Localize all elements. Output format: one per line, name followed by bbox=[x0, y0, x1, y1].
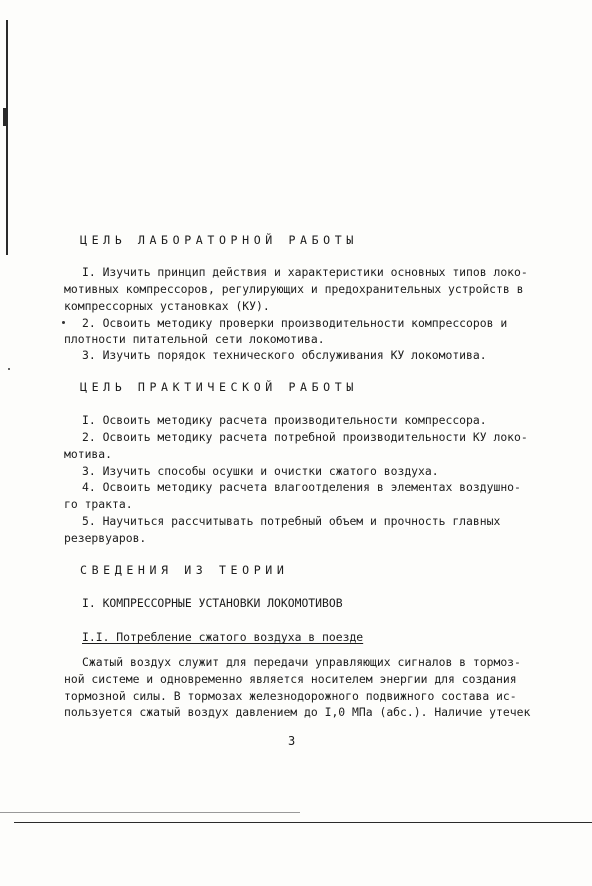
practical-line: I. Освоить методику расчета производительности компрессора. bbox=[82, 413, 487, 427]
practical-line: 4. Освоить методику расчета влагоотделения в элементах воздушно- bbox=[82, 480, 521, 494]
theory-heading: СВЕДЕНИЯ ИЗ ТЕОРИИ bbox=[80, 563, 289, 577]
body-line: ной системе и одновременно является носителем энергии для создания bbox=[64, 672, 517, 686]
scan-speck bbox=[8, 368, 10, 370]
body-line: тормозной силы. В тормозах железнодорожного подвижного состава ис- bbox=[64, 689, 517, 703]
lab-line: I. Изучить принцип действия и характеристики основных типов локо- bbox=[82, 265, 528, 279]
lab-line: плотности питательной сети локомотива. bbox=[64, 332, 325, 346]
lab-line: 2. Освоить методику проверки производительности компрессоров и bbox=[82, 316, 508, 330]
practical-line: 2. Освоить методику расчета потребной производительности КУ локо- bbox=[82, 430, 528, 444]
practical-line: мотива. bbox=[64, 447, 113, 461]
practical-line: 3. Изучить способы осушки и очистки сжатого воздуха. bbox=[82, 464, 439, 478]
lab-objectives-heading: ЦЕЛЬ ЛАБОРАТОРНОЙ РАБОТЫ bbox=[80, 233, 358, 247]
lab-line: мотивных компрессоров, регулирующих и предохранительных устройств в bbox=[64, 282, 524, 296]
practical-line: резервуаров. bbox=[64, 531, 147, 545]
practical-objectives-heading: ЦЕЛЬ ПРАКТИЧЕСКОЙ РАБОТЫ bbox=[80, 380, 358, 394]
body-line: Сжатый воздух служит для передачи управляющих сигналов в тормоз- bbox=[82, 655, 521, 669]
scan-edge-mark bbox=[3, 108, 6, 126]
body-line: пользуется сжатый воздух давлением до I,0 МПа (абс.). Наличие утечек bbox=[64, 705, 531, 719]
scan-bottom-edge bbox=[14, 822, 592, 823]
lab-line: 3. Изучить порядок технического обслуживания КУ локомотива. bbox=[82, 348, 487, 362]
scan-edge-mark bbox=[6, 20, 8, 255]
chapter-title: I. КОМПРЕССОРНЫЕ УСТАНОВКИ ЛОКОМОТИВОВ bbox=[82, 596, 343, 610]
scan-bottom-edge bbox=[0, 812, 300, 813]
page-number: 3 bbox=[288, 734, 296, 748]
lab-line: компрессорных установках (КУ). bbox=[64, 299, 270, 313]
practical-line: го тракта. bbox=[64, 497, 133, 511]
section-title: I.I. Потребление сжатого воздуха в поезде bbox=[82, 630, 364, 644]
practical-line: 5. Научиться рассчитывать потребный объем и прочность главных bbox=[82, 514, 501, 528]
scan-speck bbox=[62, 321, 65, 324]
